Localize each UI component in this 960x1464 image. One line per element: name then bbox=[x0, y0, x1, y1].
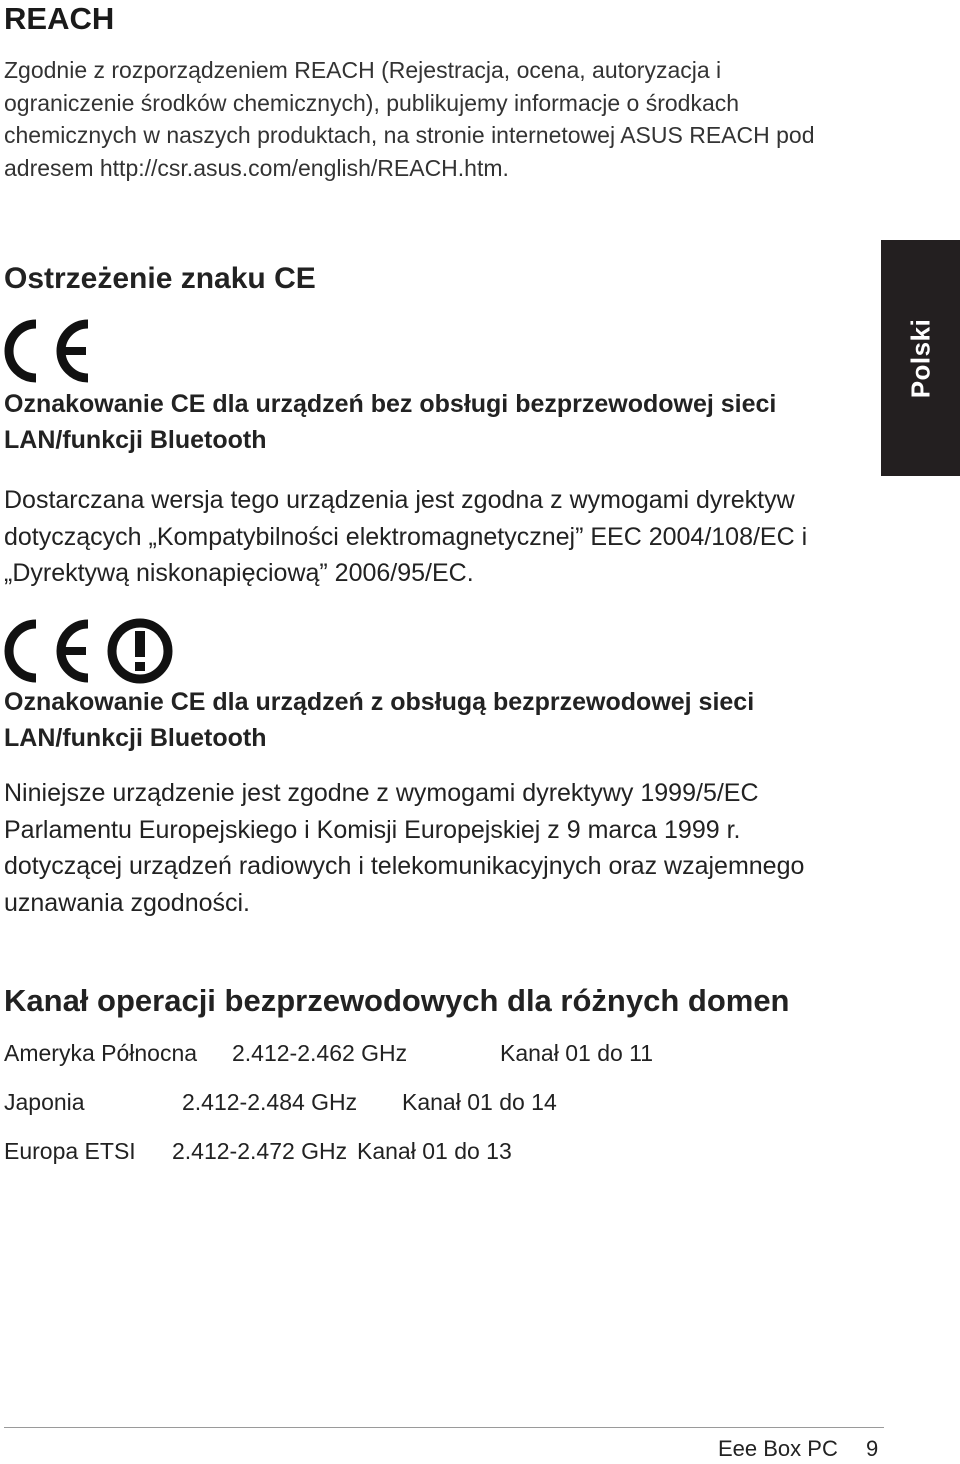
reach-paragraph: Zgodnie z rozporządzeniem REACH (Rejestracja, ocena, autoryzacja i ograniczenie środków chemicznych), publikujemy informacje o środkach chemicznych w naszych produktach, na stronie internetowej ASUS REACH pod adresem http://csr.asus.com/english/REACH.htm. bbox=[4, 57, 815, 181]
channel-region: Europa ETSI bbox=[4, 1138, 136, 1164]
ce-warning-title: Ostrzeżenie znaku CE bbox=[4, 262, 316, 295]
alert-mark-icon bbox=[106, 617, 174, 685]
channel-range: Kanał 01 do 11 bbox=[500, 1040, 654, 1066]
ce-section2-paragraph: Niniejsze urządzenie jest zgodne z wymogami dyrektywy 1999/5/EC Parlamentu Europejskiego i Komisji Europejskiej z 9 marca 1999 r. dotyczącej urządzeń radiowych i telekomunikacyjnych oraz wzajemnego uznawania zgodności. bbox=[4, 779, 805, 917]
channel-region: Ameryka Północna bbox=[4, 1040, 198, 1066]
channel-frequency: 2.412-2.484 GHz bbox=[182, 1089, 358, 1115]
footer-product-name: Eee Box PC bbox=[718, 1436, 838, 1461]
channel-range: Kanał 01 do 13 bbox=[357, 1138, 512, 1164]
ce-section1-heading: Oznakowanie CE dla urządzeń bez obsługi bezprzewodowej sieci LAN/funkcji Bluetooth bbox=[4, 390, 777, 454]
footer-divider bbox=[4, 1427, 884, 1428]
language-label: Polski bbox=[905, 318, 935, 398]
ce-mark-icon bbox=[2, 318, 98, 384]
reach-title: REACH bbox=[4, 1, 115, 36]
ce-section2-heading: Oznakowanie CE dla urządzeń z obsługą bezprzewodowej sieci LAN/funkcji Bluetooth bbox=[4, 688, 755, 752]
language-side-tab bbox=[881, 240, 960, 476]
channel-frequency: 2.412-2.462 GHz bbox=[232, 1040, 408, 1066]
page-number: 9 bbox=[866, 1436, 879, 1461]
channels-title: Kanał operacji bezprzewodowych dla różnych domen bbox=[4, 983, 790, 1018]
ce-mark-icon bbox=[2, 618, 98, 684]
channel-frequency: 2.412-2.472 GHz bbox=[172, 1138, 348, 1164]
channel-range: Kanał 01 do 14 bbox=[402, 1089, 557, 1115]
ce-alert-marks bbox=[2, 617, 182, 685]
ce-section1-paragraph: Dostarczana wersja tego urządzenia jest zgodna z wymogami dyrektyw dotyczących „Kompatybilności elektromagnetycznej” EEC 2004/108/EC i „Dyrektywą niskonapięciową” 2006/95/EC. bbox=[4, 486, 808, 587]
channel-region: Japonia bbox=[4, 1089, 85, 1115]
